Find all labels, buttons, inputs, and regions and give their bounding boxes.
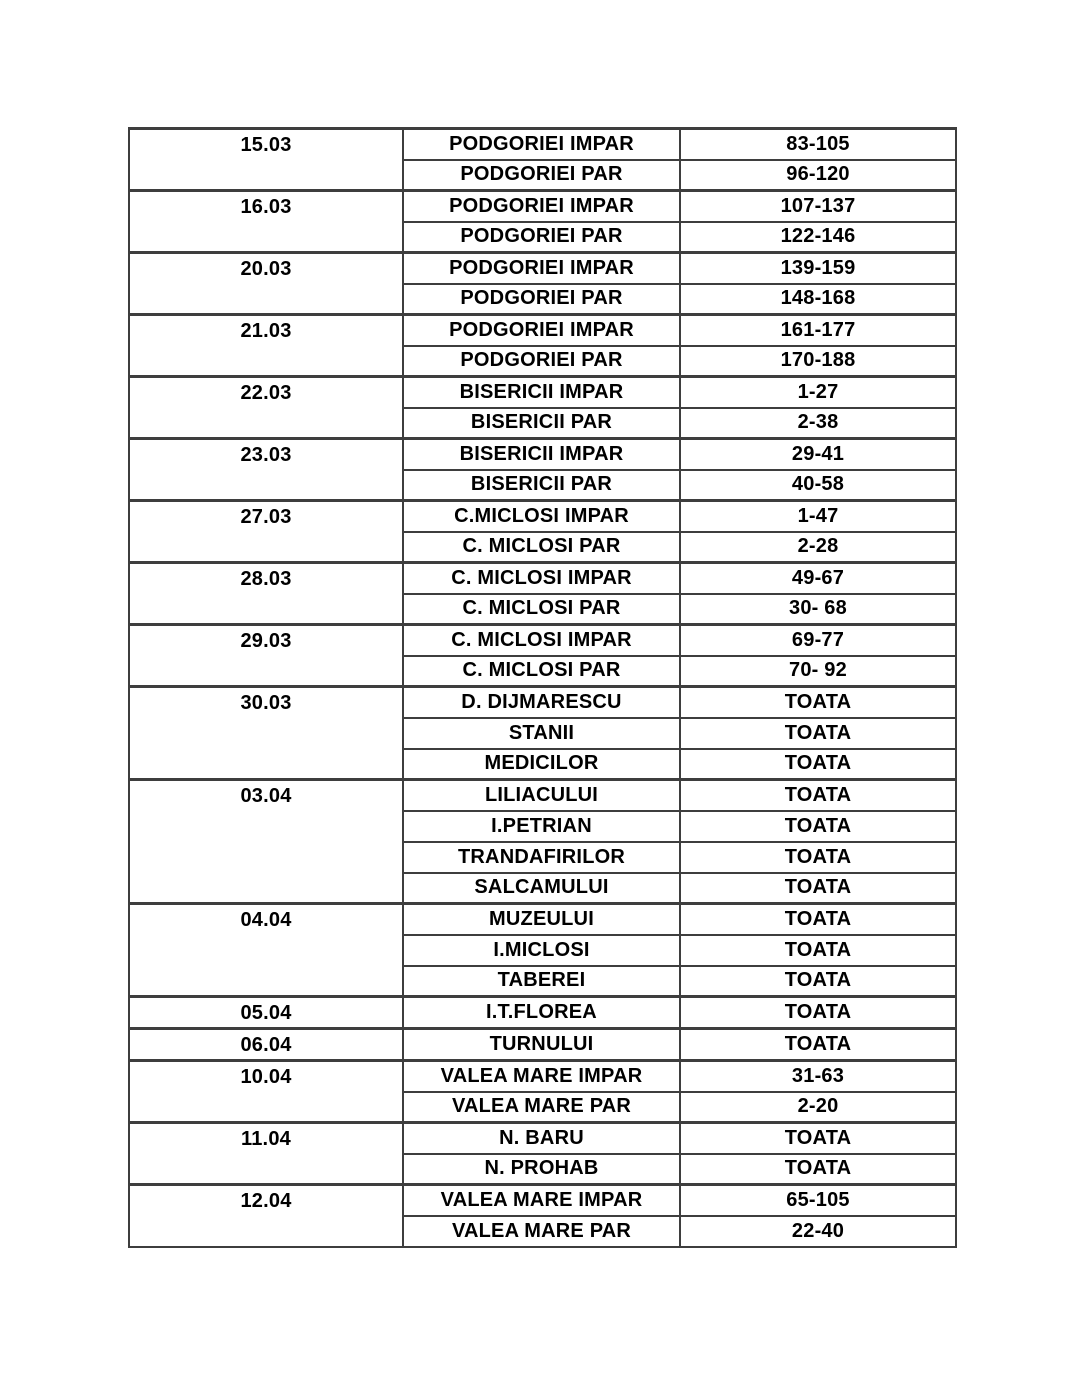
date-cell: 15.03 xyxy=(129,129,403,191)
table-row xyxy=(129,1123,956,1154)
date-cell: 29.03 xyxy=(129,625,403,687)
range-cell: 29-41 xyxy=(680,439,956,470)
range-cell: 40-58 xyxy=(680,470,956,501)
range-cell: 31-63 xyxy=(680,1061,956,1092)
range-cell: 122-146 xyxy=(680,222,956,253)
range-cell: 2-28 xyxy=(680,532,956,563)
date-cell: 30.03 xyxy=(129,687,403,780)
street-cell: PODGORIEI PAR xyxy=(403,160,680,191)
street-cell: PODGORIEI IMPAR xyxy=(403,315,680,346)
range-cell: 1-27 xyxy=(680,377,956,408)
range-cell: 161-177 xyxy=(680,315,956,346)
table-row xyxy=(129,253,956,284)
street-cell: PODGORIEI IMPAR xyxy=(403,253,680,284)
street-cell: SALCAMULUI xyxy=(403,873,680,904)
range-cell: 1-47 xyxy=(680,501,956,532)
range-cell: 70- 92 xyxy=(680,656,956,687)
street-cell: MUZEULUI xyxy=(403,904,680,935)
range-cell: 30- 68 xyxy=(680,594,956,625)
street-cell: VALEA MARE IMPAR xyxy=(403,1185,680,1216)
table-row xyxy=(129,315,956,346)
range-cell: TOATA xyxy=(680,687,956,718)
date-cell: 22.03 xyxy=(129,377,403,439)
schedule-table xyxy=(128,127,957,1248)
street-cell: TURNULUI xyxy=(403,1029,680,1061)
street-cell: PODGORIEI PAR xyxy=(403,346,680,377)
street-cell: C. MICLOSI IMPAR xyxy=(403,563,680,594)
range-cell: 49-67 xyxy=(680,563,956,594)
street-cell: PODGORIEI PAR xyxy=(403,222,680,253)
date-cell: 03.04 xyxy=(129,780,403,904)
table-row xyxy=(129,997,956,1029)
street-cell: VALEA MARE PAR xyxy=(403,1216,680,1247)
street-cell: PODGORIEI PAR xyxy=(403,284,680,315)
table-row xyxy=(129,687,956,718)
table-row xyxy=(129,563,956,594)
schedule-table-body xyxy=(129,129,956,1247)
date-cell: 11.04 xyxy=(129,1123,403,1185)
date-cell: 28.03 xyxy=(129,563,403,625)
street-cell: D. DIJMARESCU xyxy=(403,687,680,718)
street-cell: TABEREI xyxy=(403,966,680,997)
street-cell: C. MICLOSI PAR xyxy=(403,656,680,687)
date-cell: 05.04 xyxy=(129,997,403,1029)
table-row xyxy=(129,625,956,656)
street-cell: I.PETRIAN xyxy=(403,811,680,842)
range-cell: 2-38 xyxy=(680,408,956,439)
range-cell: TOATA xyxy=(680,842,956,873)
street-cell: N. BARU xyxy=(403,1123,680,1154)
date-cell: 04.04 xyxy=(129,904,403,997)
date-cell: 23.03 xyxy=(129,439,403,501)
street-cell: N. PROHAB xyxy=(403,1154,680,1185)
range-cell: TOATA xyxy=(680,873,956,904)
table-row xyxy=(129,129,956,160)
street-cell: STANII xyxy=(403,718,680,749)
table-row xyxy=(129,1029,956,1061)
street-cell: VALEA MARE PAR xyxy=(403,1092,680,1123)
range-cell: 69-77 xyxy=(680,625,956,656)
street-cell: MEDICILOR xyxy=(403,749,680,780)
table-row xyxy=(129,501,956,532)
table-row xyxy=(129,191,956,222)
street-cell: C. MICLOSI PAR xyxy=(403,594,680,625)
range-cell: 65-105 xyxy=(680,1185,956,1216)
range-cell: 96-120 xyxy=(680,160,956,191)
date-cell: 27.03 xyxy=(129,501,403,563)
date-cell: 21.03 xyxy=(129,315,403,377)
table-row xyxy=(129,1185,956,1216)
street-cell: I.T.FLOREA xyxy=(403,997,680,1029)
table-row xyxy=(129,780,956,811)
table-row xyxy=(129,377,956,408)
table-row xyxy=(129,439,956,470)
street-cell: BISERICII IMPAR xyxy=(403,377,680,408)
range-cell: 83-105 xyxy=(680,129,956,160)
range-cell: 170-188 xyxy=(680,346,956,377)
table-row xyxy=(129,1061,956,1092)
street-cell: VALEA MARE IMPAR xyxy=(403,1061,680,1092)
range-cell: 148-168 xyxy=(680,284,956,315)
range-cell: 2-20 xyxy=(680,1092,956,1123)
range-cell: TOATA xyxy=(680,966,956,997)
range-cell: TOATA xyxy=(680,1154,956,1185)
street-cell: PODGORIEI IMPAR xyxy=(403,191,680,222)
range-cell: 22-40 xyxy=(680,1216,956,1247)
range-cell: TOATA xyxy=(680,997,956,1029)
date-cell: 16.03 xyxy=(129,191,403,253)
table-row xyxy=(129,904,956,935)
range-cell: TOATA xyxy=(680,935,956,966)
range-cell: 139-159 xyxy=(680,253,956,284)
street-cell: BISERICII PAR xyxy=(403,470,680,501)
range-cell: TOATA xyxy=(680,811,956,842)
date-cell: 10.04 xyxy=(129,1061,403,1123)
street-cell: BISERICII IMPAR xyxy=(403,439,680,470)
range-cell: 107-137 xyxy=(680,191,956,222)
range-cell: TOATA xyxy=(680,1029,956,1061)
range-cell: TOATA xyxy=(680,749,956,780)
street-cell: LILIACULUI xyxy=(403,780,680,811)
date-cell: 12.04 xyxy=(129,1185,403,1247)
date-cell: 20.03 xyxy=(129,253,403,315)
range-cell: TOATA xyxy=(680,718,956,749)
street-cell: C.MICLOSI IMPAR xyxy=(403,501,680,532)
range-cell: TOATA xyxy=(680,780,956,811)
street-cell: C. MICLOSI PAR xyxy=(403,532,680,563)
street-cell: I.MICLOSI xyxy=(403,935,680,966)
street-cell: C. MICLOSI IMPAR xyxy=(403,625,680,656)
street-cell: BISERICII PAR xyxy=(403,408,680,439)
range-cell: TOATA xyxy=(680,1123,956,1154)
street-cell: PODGORIEI IMPAR xyxy=(403,129,680,160)
street-cell: TRANDAFIRILOR xyxy=(403,842,680,873)
date-cell: 06.04 xyxy=(129,1029,403,1061)
range-cell: TOATA xyxy=(680,904,956,935)
